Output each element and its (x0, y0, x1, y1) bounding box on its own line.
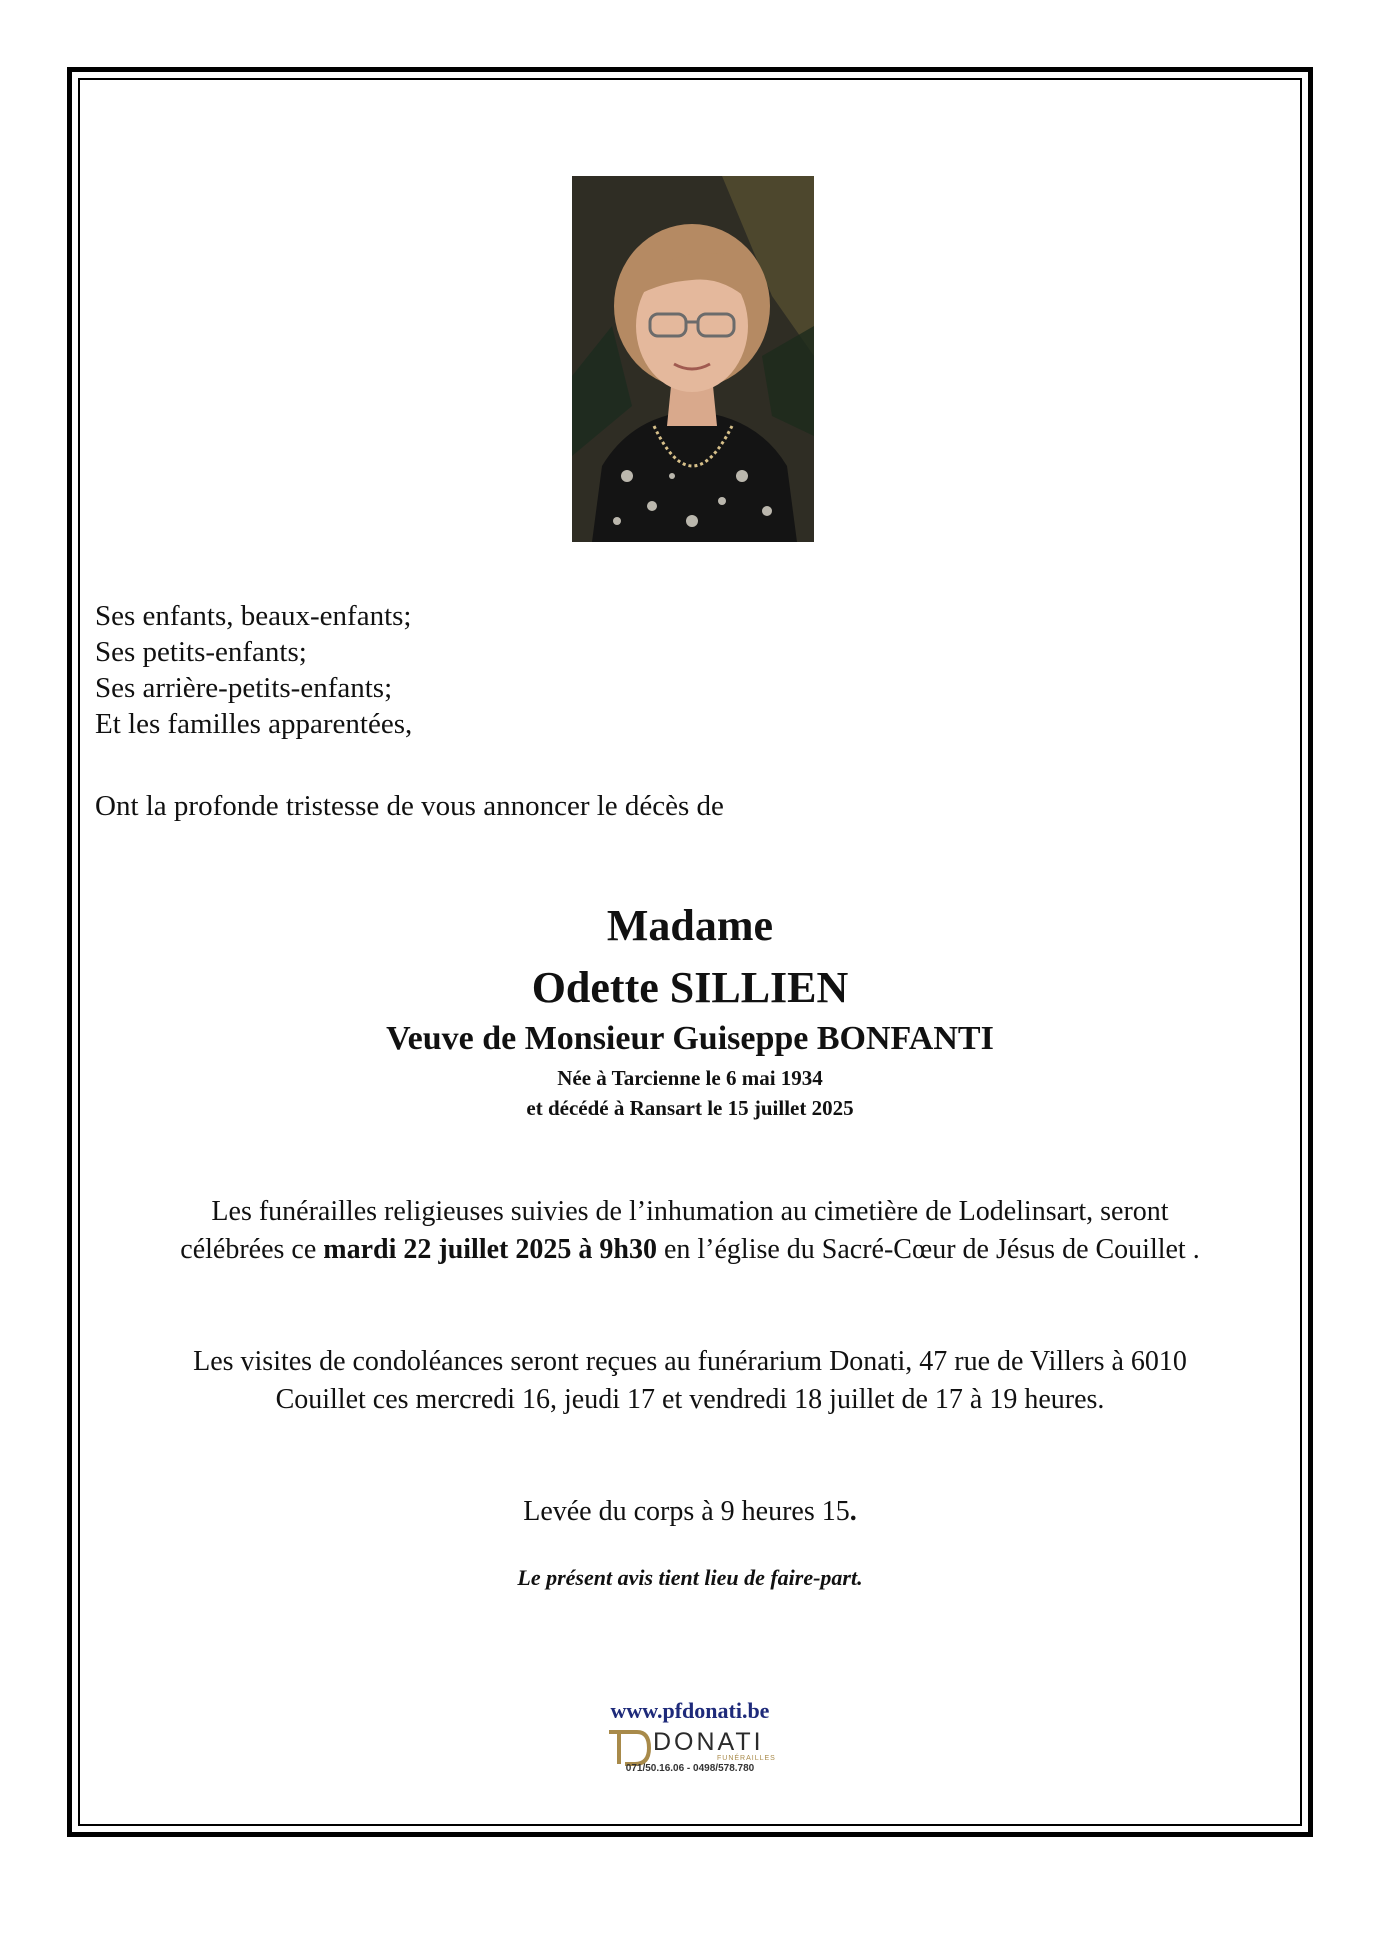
levee-period: . (849, 1496, 857, 1527)
portrait-photo (572, 176, 814, 542)
family-list (95, 598, 412, 742)
funeral-line-2 (80, 1234, 1300, 1266)
family-line: Ses arrière-petits-enfants; (95, 672, 393, 704)
website-link[interactable]: www.pfdonati.be (610, 1698, 770, 1723)
deceased-name: Odette SILLIEN (531, 963, 849, 1012)
birth-info: Née à Tarcienne le 6 mai 1934 (557, 1066, 823, 1090)
visits-line-1: Les visites de condoléances seront reçues au funérarium Donati, 47 rue de Villers à 6010 (193, 1346, 1187, 1377)
logo-name: DONATI (653, 1728, 764, 1756)
funeral-line-1: Les funérailles religieuses suivies de l’inhumation au cimetière de Lodelinsart, seront (211, 1196, 1169, 1227)
deceased-title: Madame (606, 901, 774, 950)
notice-text: Le présent avis tient lieu de faire-part. (517, 1565, 863, 1590)
phone-numbers: 071/50.16.06 - 0498/578.780 (625, 1763, 755, 1774)
announcement-text: Ont la profonde tristesse de vous annoncer le décès de (95, 790, 724, 822)
levee-text (80, 1496, 1300, 1528)
family-line: Ses petits-enfants; (95, 636, 307, 668)
family-line: Ses enfants, beaux-enfants; (95, 600, 412, 632)
funeral-line-2-pre: célébrées ce (180, 1234, 324, 1265)
levee-main: Levée du corps à 9 heures 15 (523, 1496, 850, 1527)
logo-subtitle: FUNÉRAILLES (717, 1755, 776, 1762)
widow-of: Veuve de Monsieur Guiseppe BONFANTI (386, 1020, 994, 1057)
donati-logo-mark-icon (607, 1728, 651, 1768)
visits-line-2: Couillet ces mercredi 16, jeudi 17 et vendredi 18 juillet de 17 à 19 heures. (275, 1384, 1105, 1415)
family-line: Et les familles apparentées, (95, 708, 413, 740)
death-info: et décédé à Ransart le 15 juillet 2025 (526, 1096, 854, 1120)
funeral-line-2-post: en l’église du Sacré-Cœur de Jésus de Couillet . (656, 1234, 1200, 1265)
funeral-date-time: mardi 22 juillet 2025 à 9h30 (323, 1234, 657, 1265)
